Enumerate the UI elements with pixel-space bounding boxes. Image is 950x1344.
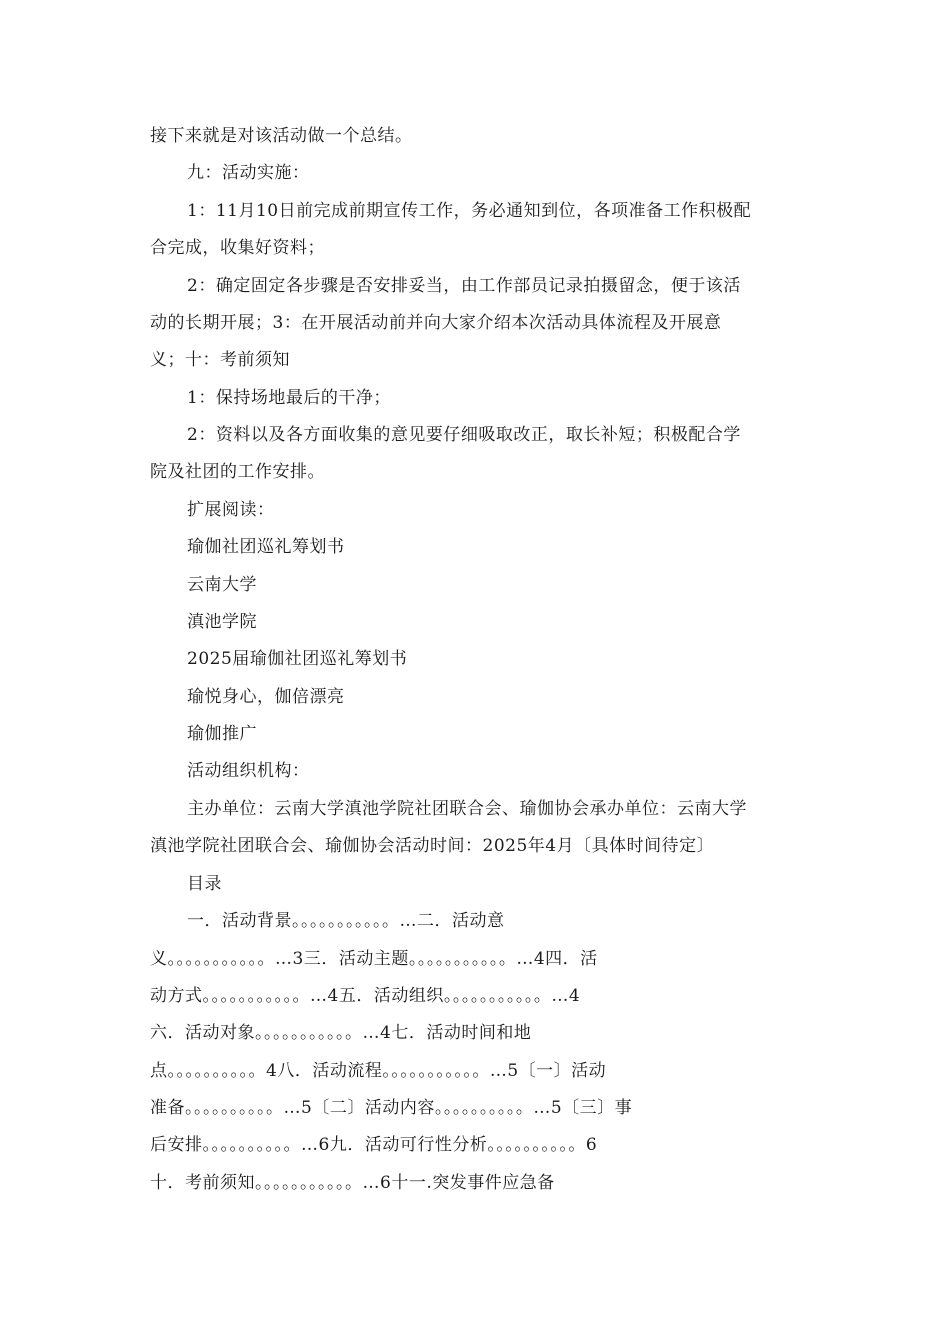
body-text: 滇池学院 [187, 612, 257, 632]
toc-entry: 后安排。。。。。。。。。。…6九．活动可行性分析。。。。。。。。。。6 [150, 1135, 598, 1155]
body-text: 2：资料以及各方面收集的意见要仔细吸取改正，取长补短；积极配合学 [187, 425, 741, 445]
body-text: 接下来就是对该活动做一个总结。 [150, 126, 413, 146]
toc-entry: 义。。。。。。。。。。。…3三．活动主题。。。。。。。。。。。…4四．活 [150, 949, 598, 969]
body-text: 瑜悦身心，伽倍漂亮 [187, 687, 345, 707]
toc-entry: 准备。。。。。。。。。。…5〔二〕活动内容。。。。。。。。。。…5〔三〕事 [150, 1098, 633, 1118]
body-text: 滇池学院社团联合会、瑜伽协会活动时间：2025年4月〔具体时间待定〕 [150, 836, 715, 856]
body-text: 主办单位：云南大学滇池学院社团联合会、瑜伽协会承办单位：云南大学 [187, 799, 747, 819]
body-text: 合完成，收集好资料； [150, 238, 325, 258]
section-heading: 九：活动实施： [187, 163, 310, 183]
toc-entry: 一．活动背景。。。。。。。。。。。…二．活动意 [187, 911, 505, 931]
body-text: 1：保持场地最后的干净； [187, 388, 391, 408]
body-text: 义；十：考前须知 [150, 350, 290, 370]
body-text: 动的长期开展；3：在开展活动前并向大家介绍本次活动具体流程及开展意 [150, 313, 722, 333]
toc-heading: 目录 [187, 874, 222, 894]
toc-entry: 十．考前须知。。。。。。。。。。。…6十一.突发事件应急备 [150, 1173, 555, 1193]
section-heading: 扩展阅读： [187, 500, 275, 520]
body-text: 2025届瑜伽社团巡礼筹划书 [187, 649, 408, 669]
body-text: 2：确定固定各步骤是否安排妥当，由工作部员记录拍摄留念，便于该活 [187, 276, 741, 296]
body-text: 云南大学 [187, 575, 257, 595]
toc-entry: 六．活动对象。。。。。。。。。。。…4七．活动时间和地 [150, 1023, 532, 1043]
body-text: 瑜伽社团巡礼筹划书 [187, 537, 345, 557]
toc-entry: 点。。。。。。。。。。4八．活动流程。。。。。。。。。。。…5〔一〕活动 [150, 1061, 607, 1081]
toc-entry: 动方式。。。。。。。。。。。…4五．活动组织。。。。。。。。。。。…4 [150, 986, 581, 1006]
body-text: 院及社团的工作安排。 [150, 462, 325, 482]
body-text: 瑜伽推广 [187, 724, 257, 744]
body-text: 1：11月10日前完成前期宣传工作，务必通知到位，各项准备工作积极配 [187, 201, 752, 221]
section-heading: 活动组织机构： [187, 761, 310, 781]
